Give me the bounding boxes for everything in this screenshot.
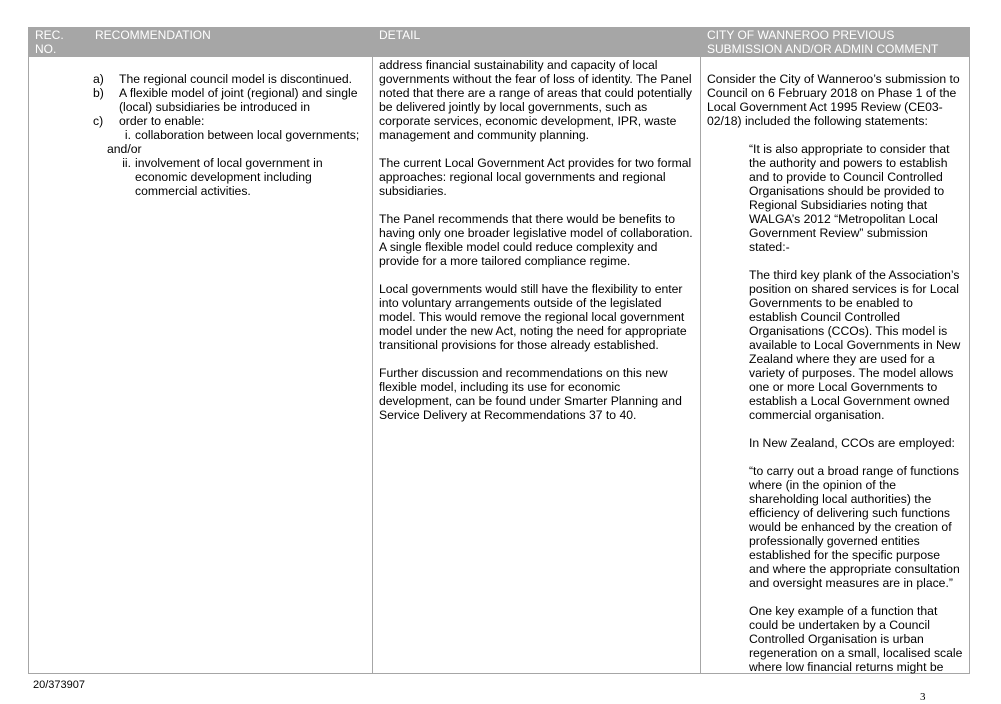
comment-line: and oversight measures are in place.” — [749, 576, 953, 590]
item-label: c) — [93, 114, 104, 128]
comment-line: “It is also appropriate to consider that — [749, 142, 950, 156]
header-comment — [707, 28, 938, 56]
detail-line: A single flexible model could reduce complexity and — [379, 240, 658, 254]
comment-line: established for the specific purpose — [749, 548, 941, 562]
comment-line: Government Review” submission — [749, 226, 928, 240]
item-label: a) — [93, 72, 104, 86]
header-comment-line: CITY OF WANNEROO PREVIOUS — [707, 28, 895, 42]
comment-line: commercial organisation. — [749, 408, 885, 422]
item-line: A flexible model of joint (regional) and single — [119, 86, 358, 100]
comment-column — [707, 72, 969, 674]
detail-line: provide for a more tailored compliance regime. — [379, 254, 631, 268]
comment-line: and where the appropriate consultation — [749, 562, 960, 576]
comment-line: Governments to be enabled to — [749, 296, 913, 310]
recommendation-column — [87, 72, 367, 198]
detail-line: flexible model, including its use for economic — [379, 380, 621, 394]
comment-line: 02/18) included the following statements: — [707, 114, 928, 128]
comment-intro — [707, 72, 969, 128]
comment-line: “to carry out a broad range of functions — [749, 464, 960, 478]
detail-line: Local governments would still have the flexibility to enter — [379, 282, 683, 296]
comment-line: one or more Local Governments to — [749, 380, 938, 394]
comment-line: Council on 6 February 2018 on Phase 1 of the — [707, 86, 957, 100]
comment-line: establish Council Controlled — [749, 310, 901, 324]
comment-line: stated:- — [749, 240, 790, 254]
header-comment-line: SUBMISSION AND/OR ADMIN COMMENT — [707, 42, 939, 56]
comment-line: Consider the City of Wanneroo’s submission to — [707, 72, 960, 86]
subitem-line: and/or — [107, 142, 142, 156]
comment-line: shareholding local authorities) the — [749, 492, 932, 506]
column-divider — [700, 57, 701, 673]
comment-line: Local Government Act 1995 Review (CE03- — [707, 100, 943, 114]
detail-line: Further discussion and recommendations on this new — [379, 366, 668, 380]
detail-line: transitional provisions for those already established. — [379, 338, 659, 352]
detail-paragraph — [379, 366, 697, 422]
detail-line: model under the new Act, noting the need for appropriate — [379, 324, 687, 338]
comment-line: available to Local Governments in New — [749, 338, 961, 352]
detail-column — [379, 58, 697, 422]
comment-line: Controlled Organisation is urban — [749, 632, 924, 646]
subitem-line: economic development including — [135, 170, 312, 184]
detail-line: subsidiaries. — [379, 184, 447, 198]
subitem-label: i. — [124, 128, 131, 142]
detail-line: The current Local Government Act provides for two formal — [379, 156, 692, 170]
item-line: order to enable: — [119, 114, 205, 128]
detail-paragraph — [379, 212, 697, 268]
page-number: 3 — [920, 691, 926, 703]
comment-line: professionally governed entities — [749, 534, 920, 548]
detail-line: be delivered jointly by local governments, such as — [379, 100, 648, 114]
detail-line: corporate services, economic development, IPR, waste — [379, 114, 677, 128]
detail-line: into voluntary arrangements outside of the legislated — [379, 296, 662, 310]
subitem-label: ii. — [122, 156, 131, 170]
comment-line: where low financial returns might be — [749, 660, 944, 674]
comment-line: establish a Local Government owned — [749, 394, 950, 408]
detail-line: approaches: regional local governments and regional — [379, 170, 666, 184]
comment-line: position on shared services is for Local — [749, 282, 960, 296]
recommendation-subitem-i — [87, 128, 367, 156]
detail-line: having only one broader legislative model of collaboration. — [379, 226, 693, 240]
detail-line: development, can be found under Smarter Planning and — [379, 394, 682, 408]
comment-line: The third key plank of the Association’s — [749, 268, 960, 282]
column-divider — [372, 57, 373, 673]
recommendation-item-c — [87, 114, 367, 128]
comment-line: where (in the opinion of the — [749, 478, 897, 492]
detail-line: address financial sustainability and capacity of local — [379, 58, 658, 72]
recommendations-table — [28, 27, 970, 674]
detail-line: noted that there are a range of areas that could potentially — [379, 86, 693, 100]
detail-line: The Panel recommends that there would be benefits to — [379, 212, 676, 226]
header-rec-line: REC. — [35, 28, 64, 42]
comment-line: the authority and powers to establish — [749, 156, 948, 170]
table-header — [29, 28, 969, 57]
subitem-line: involvement of local government in — [135, 156, 323, 170]
detail-line: model. This would remove the regional local government — [379, 310, 685, 324]
recommendation-subitem-ii — [87, 156, 367, 198]
comment-line: Organisations should be provided to — [749, 184, 945, 198]
comment-line: could be undertaken by a Council — [749, 618, 930, 632]
comment-line: efficiency of delivering such functions — [749, 506, 950, 520]
detail-line: governments without the fear of loss of identity. The Panel — [379, 72, 692, 86]
comment-line: and to provide to Council Controlled — [749, 170, 943, 184]
comment-line: WALGA’s 2012 “Metropolitan Local — [749, 212, 938, 226]
item-line: The regional council model is discontinued. — [119, 72, 353, 86]
comment-line: Zealand where they are used for a — [749, 352, 935, 366]
subitem-line: commercial activities. — [135, 184, 251, 198]
comment-line: Organisations (CCOs). This model is — [749, 324, 948, 338]
header-recommendation: RECOMMENDATION — [95, 28, 211, 42]
subitem-line: collaboration between local governments; — [135, 128, 360, 142]
header-rec-no — [35, 28, 64, 56]
comment-line: In New Zealand, CCOs are employed: — [749, 436, 955, 450]
document-reference: 20/373907 — [33, 679, 85, 691]
item-label: b) — [93, 86, 104, 100]
detail-paragraph — [379, 156, 697, 198]
header-detail: DETAIL — [379, 28, 421, 42]
comment-line: regeneration on a small, localised scale — [749, 646, 963, 660]
comment-quote — [707, 142, 969, 674]
comment-line: would be enhanced by the creation of — [749, 520, 952, 534]
comment-line: variety of purposes. The model allows — [749, 366, 954, 380]
detail-line: Service Delivery at Recommendations 37 to 40. — [379, 408, 637, 422]
comment-line: Regional Subsidiaries noting that — [749, 198, 928, 212]
header-rec-line: NO. — [35, 42, 57, 56]
recommendation-item-a — [87, 72, 367, 86]
comment-line: One key example of a function that — [749, 604, 938, 618]
detail-line: management and community planning. — [379, 128, 590, 142]
recommendation-item-b — [87, 86, 367, 114]
detail-paragraph — [379, 282, 697, 352]
detail-paragraph — [379, 58, 697, 142]
item-line: (local) subsidiaries be introduced in — [119, 100, 311, 114]
